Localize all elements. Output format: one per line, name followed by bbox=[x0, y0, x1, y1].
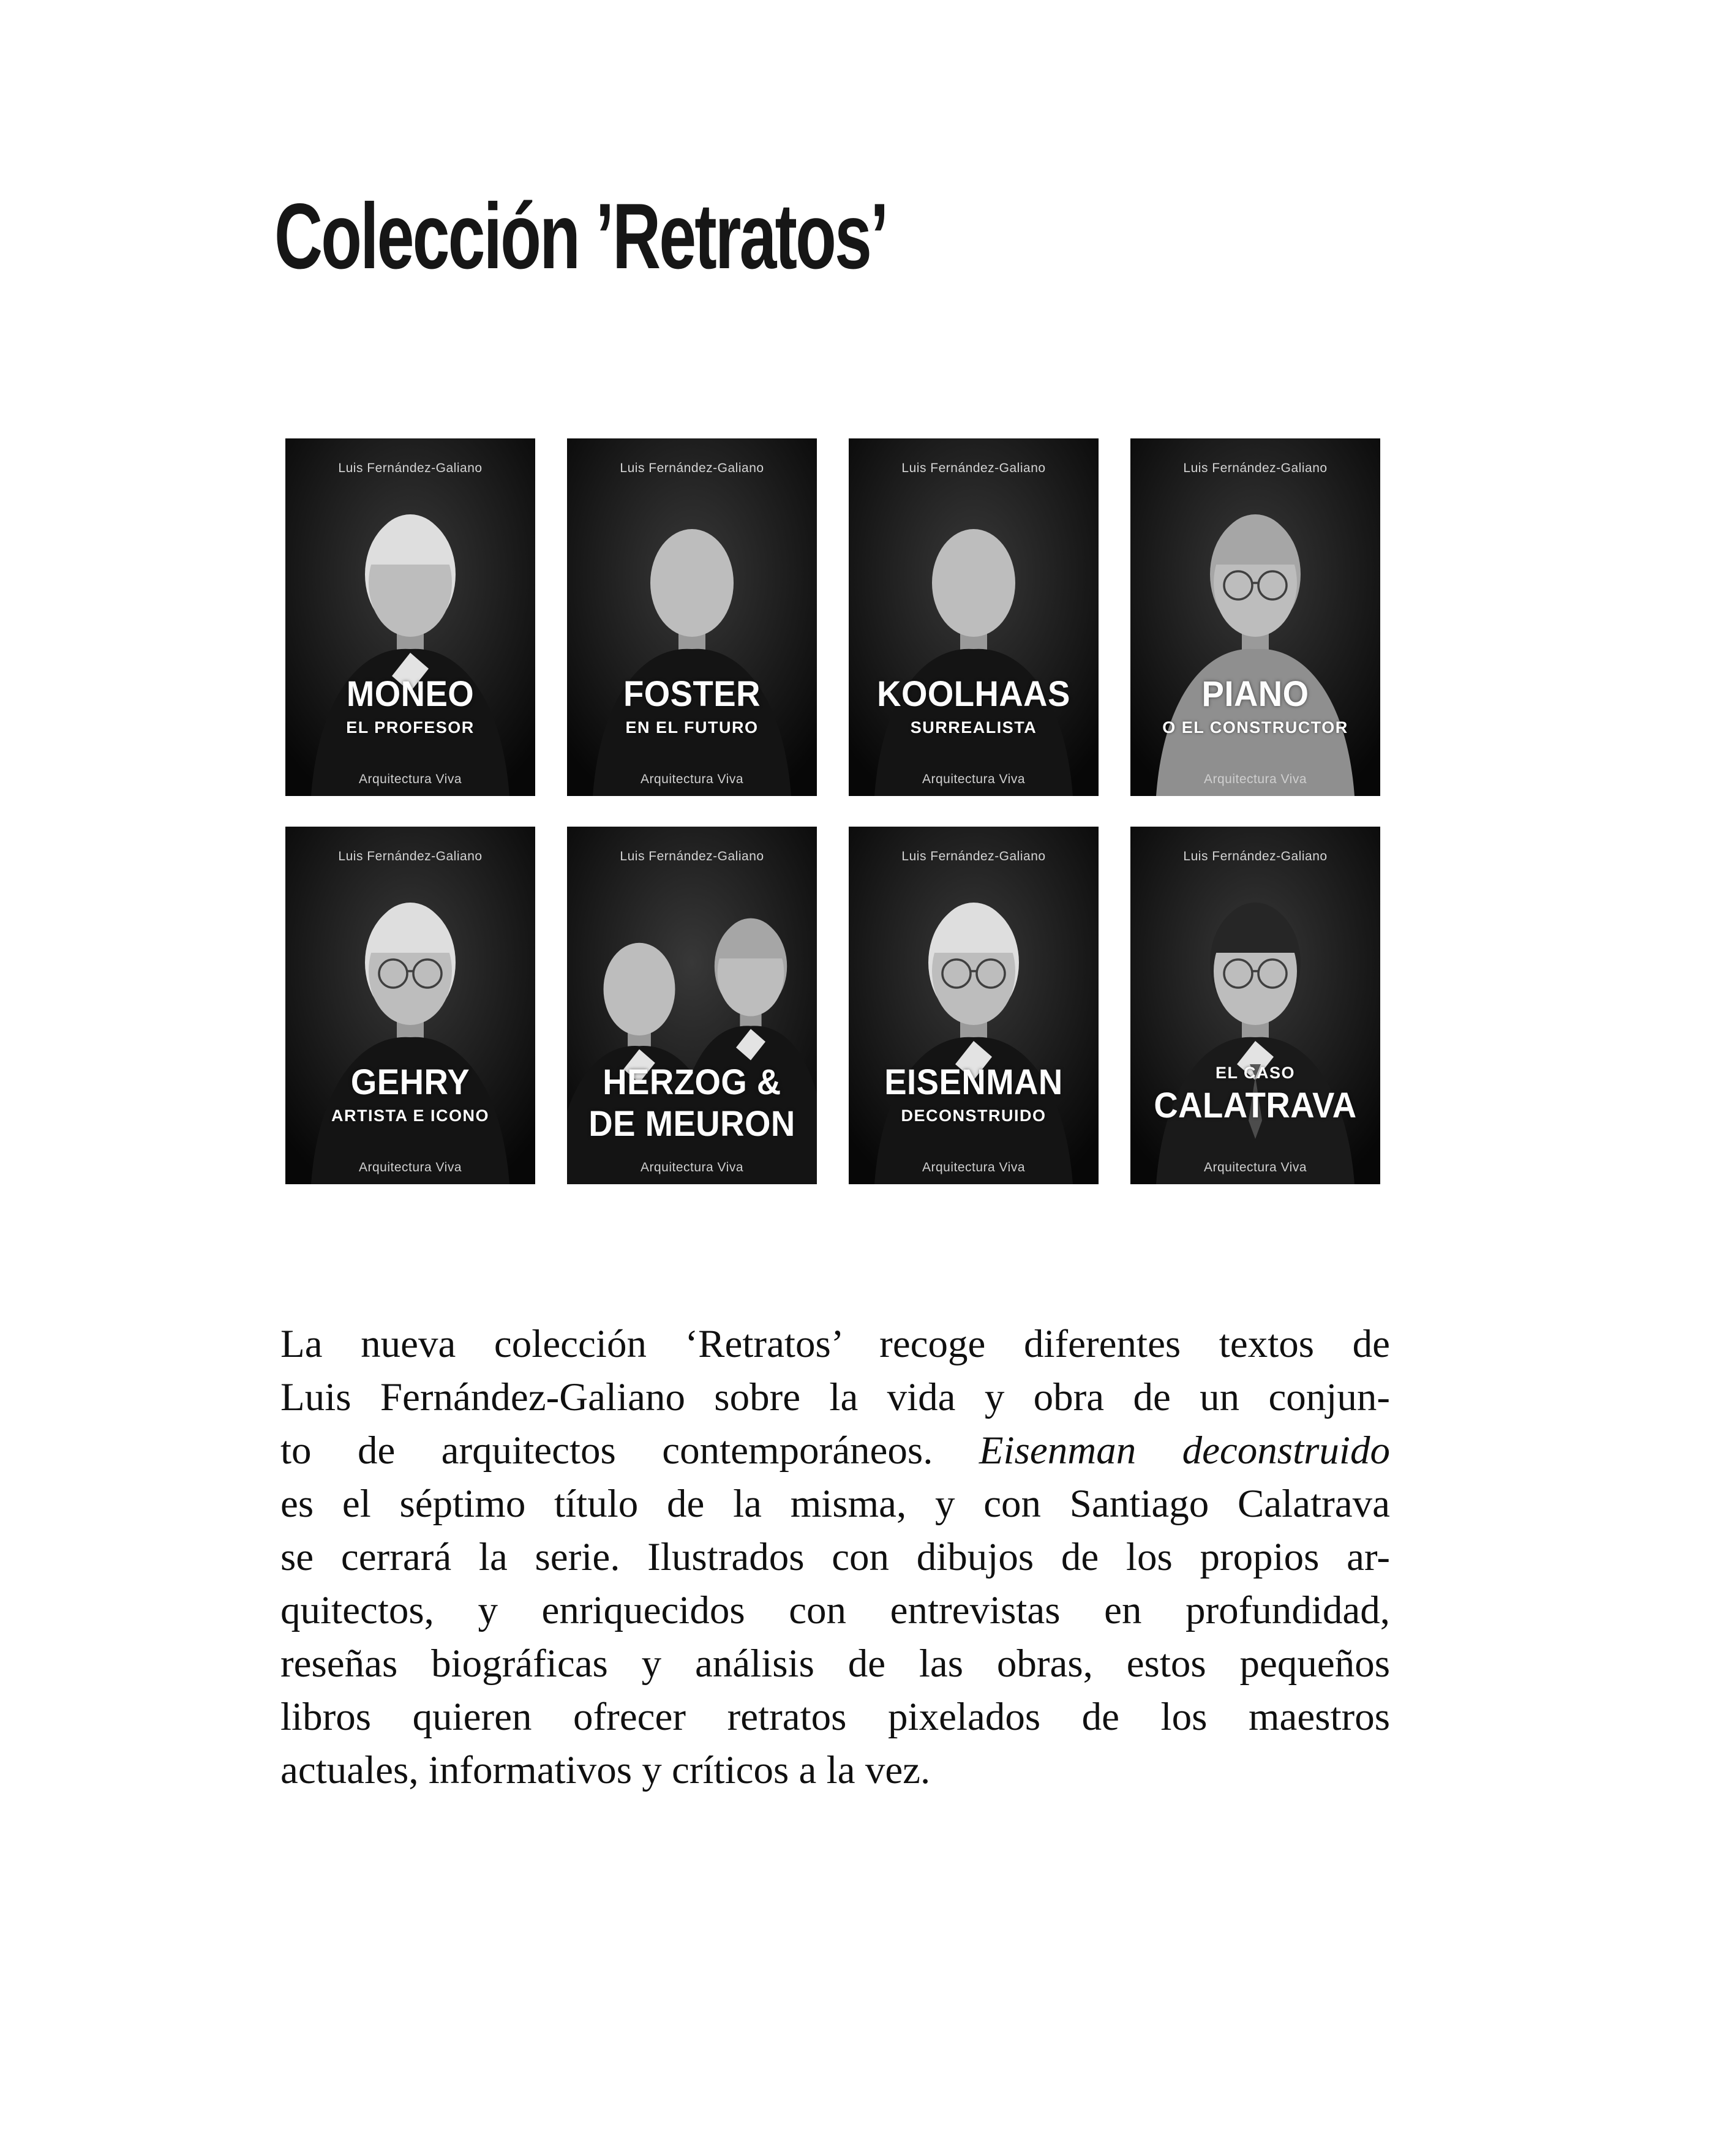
book-cover-moneo bbox=[285, 438, 535, 796]
paragraph-line: actuales, informativos y críticos a la vez. bbox=[280, 1748, 931, 1792]
paragraph-line: libros quieren ofrecer retratos pixelados de los maestros bbox=[280, 1695, 1390, 1739]
cover-author: Luis Fernández-Galiano bbox=[338, 849, 483, 863]
cover-author: Luis Fernández-Galiano bbox=[901, 849, 1046, 863]
book-cover-calatrava bbox=[1130, 827, 1380, 1184]
cover-title-main: KOOLHAAS bbox=[877, 674, 1070, 715]
cover-title-secondary: SURREALISTA bbox=[910, 718, 1037, 737]
paragraph-line: se cerrará la serie. Ilustrados con dibujos de los propios ar- bbox=[280, 1535, 1390, 1579]
cover-title-block bbox=[1130, 1064, 1380, 1124]
calatrava-portrait-image bbox=[1130, 827, 1380, 1184]
cover-publisher: Arquitectura Viva bbox=[1203, 1160, 1307, 1174]
cover-publisher: Arquitectura Viva bbox=[640, 1160, 744, 1174]
paragraph-line: to de arquitectos contemporáneos. Eisenman deconstruido bbox=[280, 1429, 1390, 1473]
gehry-portrait-image bbox=[285, 827, 535, 1184]
cover-title-secondary: O EL CONSTRUCTOR bbox=[1162, 718, 1348, 737]
cover-title-main: HERZOG & bbox=[603, 1062, 781, 1103]
cover-publisher: Arquitectura Viva bbox=[1203, 772, 1307, 786]
cover-title-main: CALATRAVA bbox=[1154, 1086, 1357, 1126]
cover-title-secondary: EN EL FUTURO bbox=[625, 718, 759, 737]
cover-publisher: Arquitectura Viva bbox=[922, 1160, 1026, 1174]
paragraph-line: reseñas biográficas y análisis de las obras, estos pequeños bbox=[280, 1642, 1390, 1686]
cover-title-block bbox=[285, 676, 535, 737]
cover-title-block bbox=[849, 676, 1099, 737]
cover-title-main-line2: DE MEURON bbox=[588, 1103, 795, 1144]
cover-title-block bbox=[849, 1064, 1099, 1125]
book-cover-herzog-de-meuron bbox=[567, 827, 817, 1184]
paragraph-line: La nueva colección ‘Retratos’ recoge diferentes textos de bbox=[280, 1322, 1390, 1366]
koolhaas-portrait-image bbox=[849, 438, 1099, 796]
cover-author: Luis Fernández-Galiano bbox=[1183, 461, 1328, 475]
book-cover-gehry bbox=[285, 827, 535, 1184]
paragraph-line: Luis Fernández-Galiano sobre la vida y obra de un conjun- bbox=[280, 1375, 1390, 1419]
body-paragraph bbox=[280, 1318, 1390, 1797]
book-cover-koolhaas bbox=[849, 438, 1099, 796]
book-cover-eisenman bbox=[849, 827, 1099, 1184]
cover-author: Luis Fernández-Galiano bbox=[1183, 849, 1328, 863]
cover-title-main: EISENMAN bbox=[884, 1062, 1063, 1103]
cover-title-secondary: ARTISTA E ICONO bbox=[331, 1106, 489, 1125]
paragraph-line: es el séptimo título de la misma, y con Santiago Calatrava bbox=[280, 1482, 1390, 1526]
cover-publisher: Arquitectura Viva bbox=[640, 772, 744, 786]
cover-title-secondary: EL PROFESOR bbox=[346, 718, 475, 737]
cover-title-secondary: EL CASO bbox=[1215, 1064, 1296, 1083]
foster-portrait-image bbox=[567, 438, 817, 796]
paragraph-line: quitectos, y enriquecidos con entrevistas en profundidad, bbox=[280, 1588, 1390, 1632]
cover-grid bbox=[285, 438, 1380, 1185]
book-cover-piano bbox=[1130, 438, 1380, 796]
cover-title-block bbox=[1130, 676, 1380, 737]
cover-title-main: PIANO bbox=[1201, 674, 1309, 715]
cover-title-main: FOSTER bbox=[623, 674, 761, 715]
eisenman-portrait-image bbox=[849, 827, 1099, 1184]
cover-publisher: Arquitectura Viva bbox=[358, 772, 462, 786]
cover-author: Luis Fernández-Galiano bbox=[620, 849, 764, 863]
cover-author: Luis Fernández-Galiano bbox=[620, 461, 764, 475]
cover-author: Luis Fernández-Galiano bbox=[901, 461, 1046, 475]
cover-publisher: Arquitectura Viva bbox=[358, 1160, 462, 1174]
page-title: Colección ’Retratos’ bbox=[274, 184, 887, 288]
book-cover-foster bbox=[567, 438, 817, 796]
cover-title-secondary: DECONSTRUIDO bbox=[901, 1106, 1046, 1125]
cover-title-main: MONEO bbox=[346, 674, 475, 715]
cover-author: Luis Fernández-Galiano bbox=[338, 461, 483, 475]
cover-title-block bbox=[285, 1064, 535, 1125]
cover-title-main: GEHRY bbox=[350, 1062, 470, 1103]
cover-title-block bbox=[567, 1062, 817, 1144]
moneo-portrait-image bbox=[285, 438, 535, 796]
cover-publisher: Arquitectura Viva bbox=[922, 772, 1026, 786]
piano-portrait-image bbox=[1130, 438, 1380, 796]
cover-title-block bbox=[567, 676, 817, 737]
italic-book-title: Eisenman deconstruido bbox=[979, 1429, 1390, 1473]
